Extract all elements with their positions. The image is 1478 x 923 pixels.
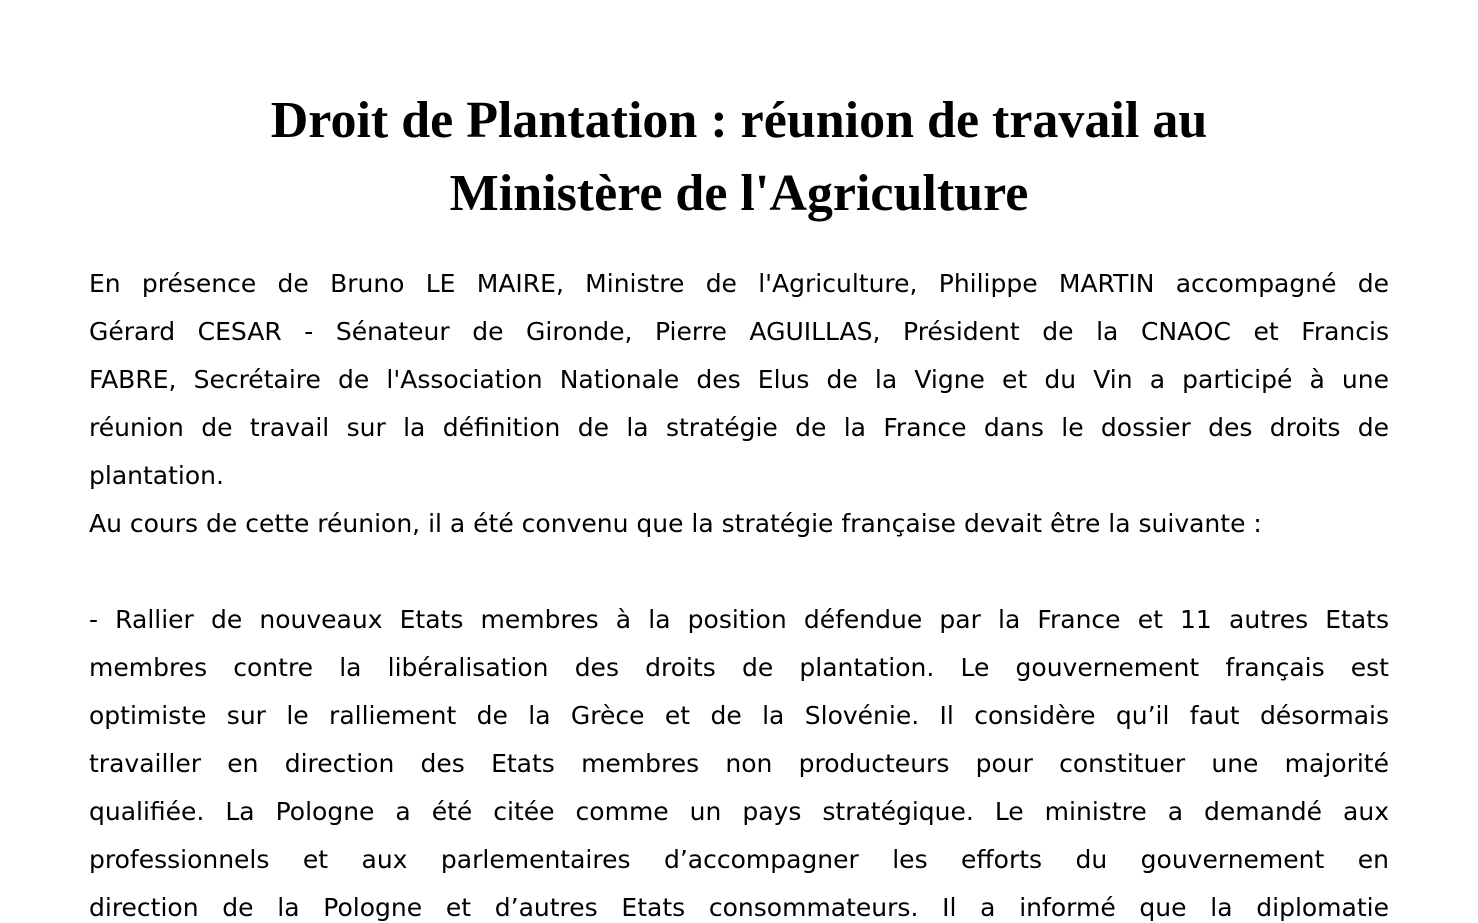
paragraph-2 [89,596,1389,923]
text-line: professionnels et aux parlementaires d’accompagner les efforts du gouvernement en [89,845,1389,874]
document-title [0,84,1478,230]
text-line: réunion de travail sur la définition de la stratégie de la France dans le dossier des droits de [89,413,1389,442]
text-line: Au cours de cette réunion, il a été convenu que la stratégie française devait être la suivante : [89,509,1262,538]
title-line-1: Droit de Plantation : réunion de travail au [270,92,1208,149]
text-line: qualifiée. La Pologne a été citée comme un pays stratégique. Le ministre a demandé aux [89,797,1389,826]
paragraph-1 [89,260,1389,548]
text-line: travailler en direction des Etats membres non producteurs pour constituer une majorité [89,749,1389,778]
title-line-2: Ministère de l'Agriculture [449,165,1029,222]
text-line: Gérard CESAR - Sénateur de Gironde, Pierre AGUILLAS, Président de la CNAOC et Francis [89,317,1389,346]
text-line: direction de la Pologne et d’autres Etats consommateurs. Il a informé que la diplomatie [89,893,1389,922]
text-line: membres contre la libéralisation des droits de plantation. Le gouvernement français est [89,653,1389,682]
text-line: FABRE, Secrétaire de l'Association Nationale des Elus de la Vigne et du Vin a participé à une [89,365,1389,394]
text-line: En présence de Bruno LE MAIRE, Ministre de l'Agriculture, Philippe MARTIN accompagné de [89,269,1389,298]
text-line: - Rallier de nouveaux Etats membres à la position défendue par la France et 11 autres Etats [89,605,1389,634]
text-line: optimiste sur le ralliement de la Grèce et de la Slovénie. Il considère qu’il faut désormais [89,701,1389,730]
text-line: plantation. [89,461,224,490]
document-page [0,84,1478,923]
document-body [0,260,1478,923]
